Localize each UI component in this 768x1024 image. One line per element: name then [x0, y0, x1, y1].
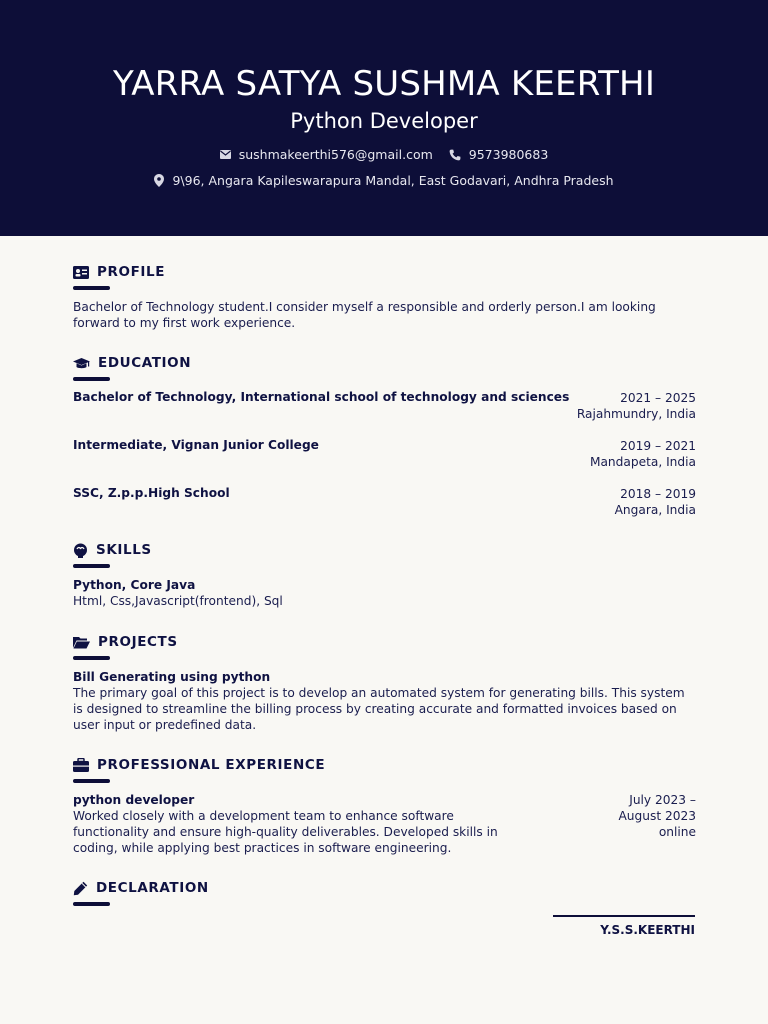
skills-primary: Python, Core Java: [73, 578, 196, 592]
profile-heading: [73, 263, 696, 281]
section-title: DECLARATION: [96, 880, 209, 896]
id-card-icon: [73, 266, 89, 279]
profile-text: Bachelor of Technology student.I consider myself a responsible and orderly person.I am looking forward to my first work experience.: [73, 300, 656, 330]
education-meta: [615, 486, 696, 518]
candidate-name: YARRA SATYA SUSHMA KEERTHI: [112, 64, 656, 104]
phone-text: 9573980683: [468, 147, 549, 162]
education-location: Mandapeta, India: [589, 455, 696, 469]
experience-body: [73, 792, 528, 856]
projects-section: [73, 633, 696, 733]
declaration-heading: [73, 879, 696, 897]
education-location: Angara, India: [614, 503, 696, 517]
candidate-title: Python Developer: [290, 109, 478, 133]
education-degree: Bachelor of Technology, International school of technology and sciences: [73, 390, 570, 404]
profile-section: [73, 263, 696, 331]
email-contact: [220, 147, 433, 162]
pen-icon: [73, 881, 88, 896]
projects-heading: [73, 633, 696, 651]
education-item: [73, 486, 696, 534]
phone-icon: [449, 149, 461, 161]
address-contact: [154, 173, 613, 188]
envelope-icon: [220, 150, 231, 159]
experience-description: Worked closely with a development team to enhance software functionality and ensure high-quality deliverables. Developed skills in coding, while applying best practices in software engineering.: [73, 809, 498, 855]
contact-row: [0, 147, 768, 162]
section-title: EDUCATION: [98, 355, 192, 371]
education-item: [73, 390, 696, 438]
education-section: [73, 354, 696, 534]
experience-heading: [73, 756, 696, 774]
section-underline: [73, 564, 110, 568]
section-underline: [73, 779, 110, 783]
experience-date-start: July 2023 –: [629, 793, 696, 807]
experience-meta: [618, 792, 696, 840]
signature-line: [553, 915, 695, 917]
email-text: sushmakeerthi576@gmail.com: [238, 147, 433, 162]
experience-location: online: [658, 825, 696, 839]
signature-name: Y.S.S.KEERTHI: [600, 923, 695, 937]
address-row: [0, 173, 768, 188]
education-degree: Intermediate, Vignan Junior College: [73, 438, 319, 452]
brain-icon: [73, 543, 88, 558]
education-heading: [73, 354, 696, 372]
section-underline: [73, 377, 110, 381]
skills-secondary: Html, Css,Javascript(frontend), Sql: [73, 594, 283, 608]
section-title: SKILLS: [96, 542, 152, 558]
project-name: Bill Generating using python: [73, 670, 271, 684]
education-dates: 2018 – 2019: [620, 487, 696, 501]
section-underline: [73, 286, 110, 290]
experience-date-end: August 2023: [618, 809, 696, 823]
section-title: PROFESSIONAL EXPERIENCE: [97, 757, 326, 773]
skills-heading: [73, 541, 696, 559]
folder-open-icon: [73, 636, 90, 649]
education-location: Rajahmundry, India: [576, 407, 696, 421]
education-meta: [577, 390, 696, 422]
resume-header: [0, 0, 768, 236]
experience-item: [73, 792, 696, 855]
briefcase-icon: [73, 758, 89, 772]
location-pin-icon: [154, 174, 164, 187]
declaration-section: [73, 879, 696, 906]
experience-role: python developer: [73, 793, 195, 807]
education-dates: 2021 – 2025: [620, 391, 696, 405]
education-list: [73, 390, 696, 534]
graduation-cap-icon: [73, 357, 90, 370]
skills-section: [73, 541, 696, 609]
education-degree: SSC, Z.p.p.High School: [73, 486, 230, 500]
phone-contact: [449, 147, 549, 162]
education-meta: [590, 438, 696, 470]
section-underline: [73, 656, 110, 660]
address-text: 9\96, Angara Kapileswarapura Mandal, East Godavari, Andhra Pradesh: [172, 173, 614, 188]
project-description: The primary goal of this project is to develop an automated system for generating bills. This system is designed to streamline the billing process by creating accurate and formatted invoices based on user input or predefined data.: [73, 686, 685, 732]
section-title: PROJECTS: [98, 634, 178, 650]
experience-section: [73, 756, 696, 855]
section-title: PROFILE: [97, 264, 166, 280]
section-underline: [73, 902, 110, 906]
education-dates: 2019 – 2021: [620, 439, 696, 453]
education-item: [73, 438, 696, 486]
